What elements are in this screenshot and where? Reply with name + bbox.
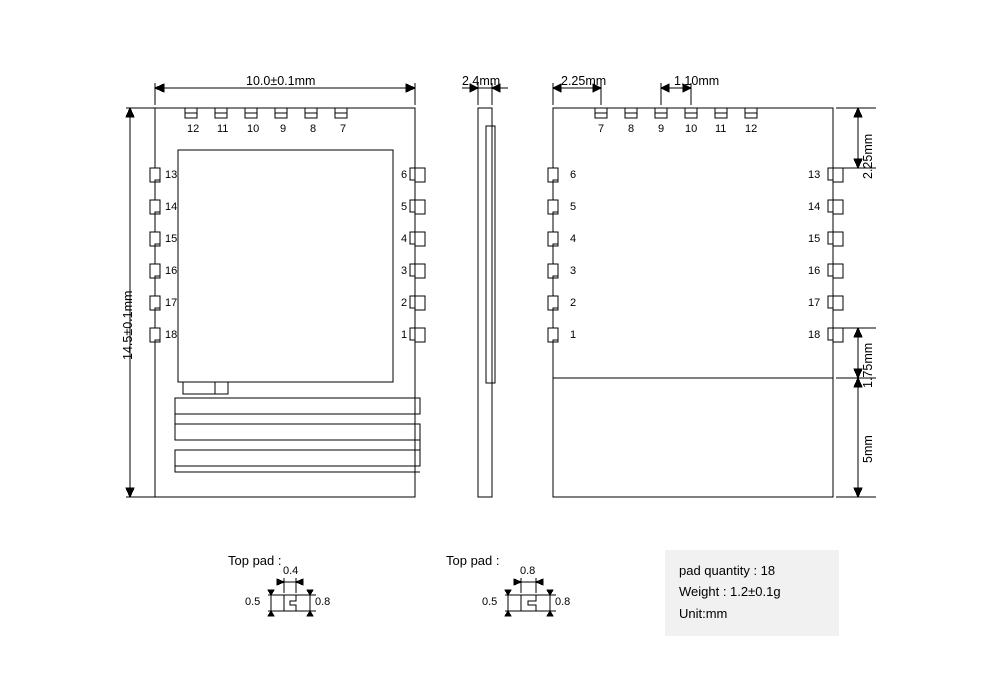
note-pad-quantity: pad quantity : 18 — [679, 563, 776, 578]
bottom-view-left-pin-3: 3 — [570, 265, 577, 277]
top-pad-detail-left-dim-right: 0.8 — [315, 596, 331, 608]
top-pad-detail-left-dim-top: 0.4 — [283, 565, 299, 577]
bottom-view-right-dim-3: 5mm — [861, 435, 875, 463]
notes-box — [665, 550, 839, 636]
top-view-right-pin-4: 4 — [401, 233, 408, 245]
top-pad-detail-right-dim-right: 0.8 — [555, 596, 571, 608]
top-view-left-pin-18: 18 — [165, 329, 178, 341]
top-view-right-pin-2: 2 — [401, 297, 408, 309]
top-pad-detail-right-dim-left: 0.5 — [482, 596, 498, 608]
bottom-view-top-pin-12: 12 — [745, 123, 758, 135]
side-view-thickness-dim: 2.4mm — [462, 74, 501, 88]
bottom-view-right-pin-16: 16 — [808, 265, 821, 277]
bottom-view-right-pin-17: 17 — [808, 297, 821, 309]
top-view-top-pin-12: 12 — [187, 123, 200, 135]
bottom-view-right-pin-14: 14 — [808, 201, 821, 213]
top-pad-detail-left-dim-left: 0.5 — [245, 596, 261, 608]
bottom-view-top-pin-7: 7 — [598, 123, 605, 135]
bottom-view-top-pin-9: 9 — [658, 123, 665, 135]
bottom-view-top-pin-11: 11 — [715, 123, 727, 135]
bottom-view-right-pin-18: 18 — [808, 329, 821, 341]
bottom-view-top-pin-8: 8 — [628, 123, 635, 135]
bottom-view-right-dim-1: 2.25mm — [861, 133, 875, 179]
bottom-view-left-pin-4: 4 — [570, 233, 577, 245]
bottom-view-right-pin-15: 15 — [808, 233, 821, 245]
top-view-right-pin-3: 3 — [401, 265, 408, 277]
top-pad-detail-right-label: Top pad : — [446, 553, 500, 568]
bottom-view-left-pin-6: 6 — [570, 169, 577, 181]
note-weight: Weight : 1.2±0.1g — [679, 584, 781, 600]
top-view-right-pin-6: 6 — [401, 169, 408, 181]
top-view-top-pin-9: 9 — [280, 123, 287, 135]
top-view-height-dim: 14.5±0.1mm — [121, 290, 135, 360]
bottom-view-right-dim-2: 1.75mm — [861, 342, 875, 388]
top-pad-detail-left-label: Top pad : — [228, 553, 282, 568]
note-unit: Unit:mm — [679, 605, 728, 621]
top-view-top-pin-8: 8 — [310, 123, 317, 135]
top-view-width-dim: 10.0±0.1mm — [246, 74, 316, 88]
bottom-view-right-pin-13: 13 — [808, 169, 821, 181]
bottom-view-pitch-first-dim: 2.25mm — [561, 74, 607, 88]
bottom-view-pitch-dim: 1.10mm — [674, 74, 720, 88]
top-view-right-pin-5: 5 — [401, 201, 408, 213]
top-view-left-pin-14: 14 — [165, 201, 178, 213]
top-view-left-pin-17: 17 — [165, 297, 178, 309]
bottom-view-left-pin-2: 2 — [570, 297, 577, 309]
top-view-top-pin-7: 7 — [340, 123, 347, 135]
top-pad-detail-right-dim-top: 0.8 — [520, 565, 536, 577]
top-view-right-pin-1: 1 — [401, 329, 408, 341]
bottom-view-top-pin-10: 10 — [685, 123, 698, 135]
top-view-top-pin-11: 11 — [217, 123, 229, 135]
top-view-top-pin-10: 10 — [247, 123, 260, 135]
bottom-view-left-pin-5: 5 — [570, 201, 577, 213]
top-view-left-pin-13: 13 — [165, 169, 178, 181]
top-view-left-pin-15: 15 — [165, 233, 178, 245]
top-view-left-pin-16: 16 — [165, 265, 178, 277]
bottom-view-left-pin-1: 1 — [570, 329, 577, 341]
